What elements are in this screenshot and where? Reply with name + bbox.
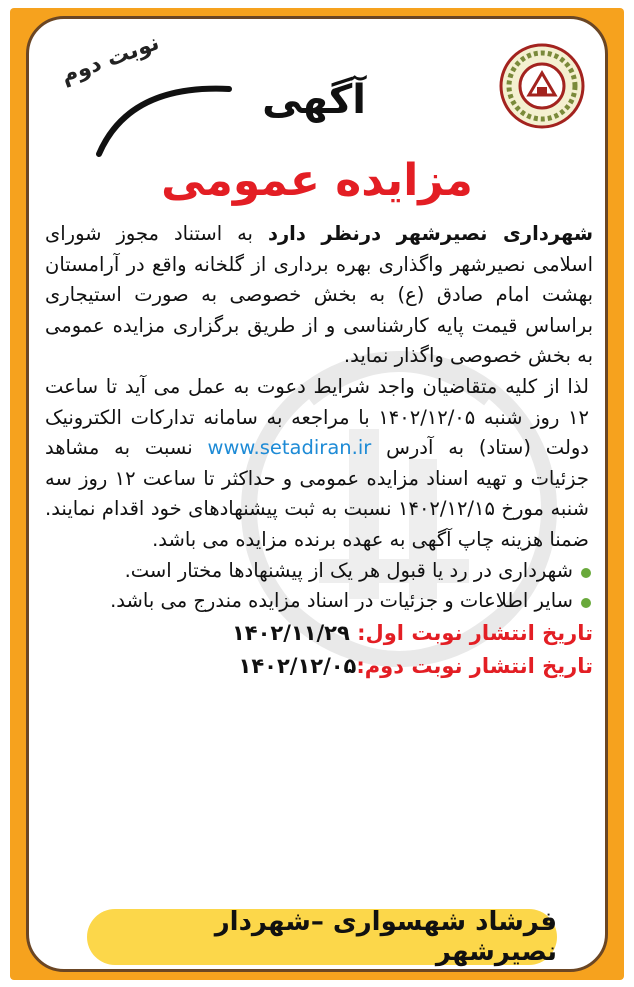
first-publication: تاریخ انتشار نوبت اول: ۱۴۰۲/۱۱/۲۹: [231, 620, 593, 645]
green-dot-icon: [581, 568, 591, 578]
list-item: سایر اطلاعات و جزئیات در اسناد مزایده مندرج می باشد.: [45, 586, 593, 617]
auction-title: مزایده عمومی: [161, 155, 473, 206]
intro-text: به استناد مجوز شورای اسلامی نصیرشهر واگذاری بهره برداری از گلخانه واقع در آرامستان بهشت امام صادق (ع) به بخش خصوصی به صورت استیجاری براساس قیمت پایه کارشناسی و از طریق برگزاری مزایده عمومی به بخش خصوصی واگذار نماید.: [45, 222, 593, 368]
stamp-arc-icon: [89, 74, 239, 164]
municipality-emblem-icon: [499, 43, 585, 129]
green-dot-icon: [581, 598, 591, 608]
paragraph-intro: [45, 219, 593, 372]
setad-link[interactable]: www.setadiran.ir: [207, 436, 372, 460]
second-publication: تاریخ انتشار نوبت دوم:۱۴۰۲/۱۲/۰۵: [238, 653, 593, 678]
list-item: شهرداری در رد یا قبول هر یک از پیشنهادها مختار است.: [45, 556, 593, 587]
invitation-text: لذا از کلیه متقاضیان واجد شرایط دعوت به عمل می آید تا ساعت ۱۲ روز شنبه ۱۴۰۲/۱۲/۰۵ با مراجعه به سامانه تدارکات الکترونیک دولت (ستاد) به آدرس: [45, 375, 589, 460]
mayor-signature: فرشاد شهسواری –شهردار نصیرشهر: [87, 909, 557, 965]
conditions-list: [45, 556, 593, 617]
municipality-intent: شهرداری نصیرشهر درنظر دارد: [267, 222, 594, 245]
round-stamp: نوبت دوم: [57, 30, 163, 89]
paragraph-invitation: [45, 372, 593, 556]
notice-body: [45, 219, 593, 683]
invitation-text-cont: نسبت به مشاهد جزئیات و تهیه اسناد مزایده عمومی و حداکثر تا ساعت ۱۲ روز سه شنبه مورخ ۱۴۰۲/۱۲/۱۵ نسبت به ثبت پیشنهادهای خود اقدام نمایند. ضمنا هزینه چاپ آگهی به عهده برنده مزایده می باشد.: [45, 436, 590, 552]
notice-heading: آگهی: [262, 77, 366, 123]
notice-card: [26, 16, 608, 972]
